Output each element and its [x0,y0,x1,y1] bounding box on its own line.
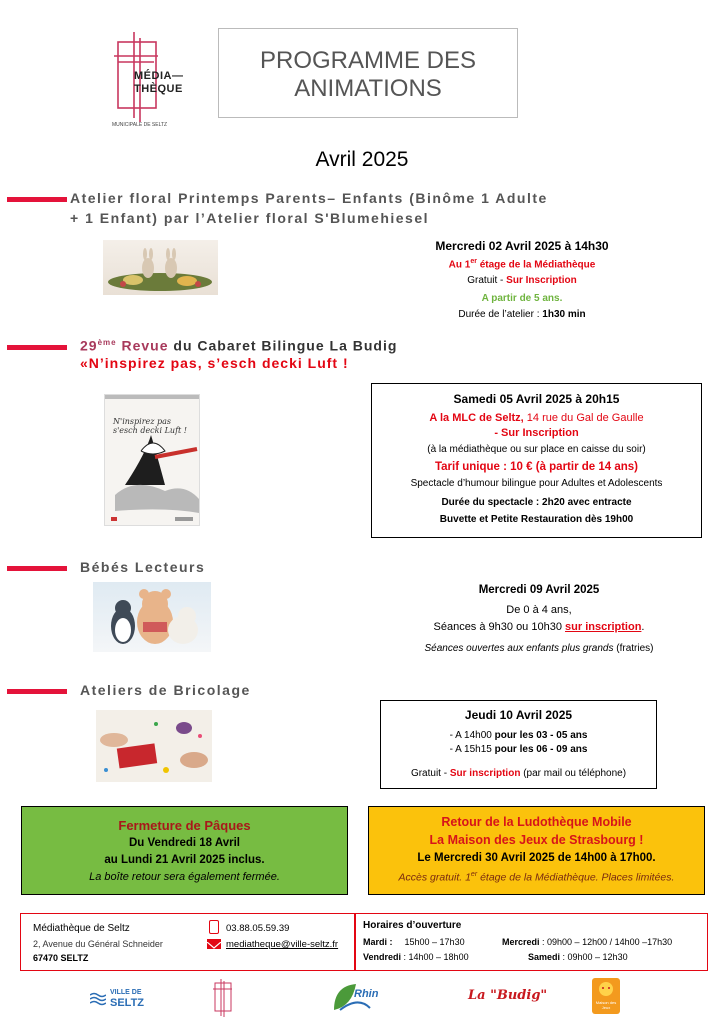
event1-inscription: Sur Inscription [506,275,577,287]
footer-name: Médiathèque de Seltz [33,923,130,934]
joker-icon [592,978,620,998]
budig-logo: La "Budig" [468,988,548,1003]
ludo-title2: La Maison des Jeux de Strasbourg ! [429,833,644,847]
event4-info-box [380,700,657,789]
section-bar [7,197,67,202]
section-bar [7,345,67,350]
poster-text: N'inspirez pas s'esch decki Luft ! [113,417,188,435]
mediatheque-small-logo [212,978,246,1018]
event4-date: Jeudi 10 Avril 2025 [464,708,573,722]
rhin-text: Rhin [354,988,379,1000]
ville-seltz-name: SELTZ [110,997,145,1009]
event1-info [404,238,640,322]
month-heading: Avril 2025 [315,148,409,171]
ludo-box [368,806,705,895]
footer-phone[interactable]: 03.88.05.59.39 [226,923,290,934]
event2-location: A la MLC de Seltz, 14 rue du Gal de Gaulle [429,412,644,424]
logo-subtitle: MUNICIPALE DE SELTZ [112,122,168,128]
waves-icon [90,992,106,1006]
event2-duration: Durée du spectacle : 2h20 avec entracte [441,497,632,508]
event3-sessions: Séances à 9h30 ou 10h30 sur inscription. [433,621,645,633]
hours-title: Horaires d’ouverture [363,920,462,931]
ludo-title1: Retour de la Ludothèque Mobile [441,815,632,829]
event3-date: Mercredi 09 Avril 2025 [478,584,600,596]
event4-slot1: - A 14h00 pour les 03 - 05 ans [449,730,588,741]
footer-street: 2, Avenue du Général Schneider [33,939,163,949]
event2-title-line2: «N’inspirez pas, s’esch decki Luft ! [80,355,349,371]
revue-poster [104,394,200,526]
event2-audience: Spectacle d’humour bilingue pour Adultes et Adolescents [410,478,663,489]
bricolage-photo [96,710,212,782]
closure-box [21,806,348,895]
footer-email[interactable]: mediatheque@ville-seltz.fr [226,939,339,950]
event3-info [394,582,684,656]
section-bar [7,689,67,694]
floral-photo [103,240,218,295]
logo-line1: MÉDIA— [134,70,184,82]
maison-jeux-text: Maison des Jeux [595,1000,617,1010]
ville-seltz-top: VILLE DE [110,989,142,996]
event4-slot2: - A 15h15 pour les 06 - 09 ans [449,744,588,755]
event1-location: Au 1er étage de la Médiathèque [448,258,596,271]
mail-icon [207,939,221,949]
event1-date: Mercredi 02 Avril 2025 à 14h30 [435,239,609,253]
hours-samedi: Samedi : 09h00 – 12h30 [528,952,628,962]
closure-line1: Du Vendredi 18 Avril [129,837,240,849]
hours-mardi: Mardi : 15h00 – 17h30 [363,937,465,947]
event4-price: Gratuit - Sur inscription (par mail ou téléphone) [410,768,627,779]
bebes-photo [93,582,211,652]
page-title-line1: PROGRAMME DES [259,47,477,74]
closure-title: Fermeture de Pâques [118,818,251,833]
ludo-date: Le Mercredi 30 Avril 2025 de 14h00 à 17h00. [417,852,656,864]
closure-line3: La boîte retour sera également fermée. [89,871,280,883]
event2-note: (à la médiathèque ou sur place en caisse du soir) [427,444,646,455]
footer-divider [354,914,356,970]
phone-icon [209,920,219,934]
event2-info-box [371,383,702,538]
event3-title: Bébés Lecteurs [80,559,206,575]
maison-jeux-logo [592,978,620,1014]
mediatheque-logo [112,30,192,130]
section-bar [7,566,67,571]
event1-duration: Durée de l’atelier : 1h30 min [458,309,586,321]
event3-ages: De 0 à 4 ans, [506,604,572,616]
event2-price: Tarif unique : 10 € (à partir de 14 ans) [434,461,638,473]
ville-seltz-logo [90,984,156,1014]
event1-price: Gratuit - Sur Inscription [467,275,577,287]
hours-vendredi: Vendredi : 14h00 – 18h00 [363,952,469,962]
event1-title-line1: Atelier floral Printemps Parents– Enfants (Binôme 1 Adulte [70,190,548,206]
event2-title-line1: 29ème Revue du Cabaret Bilingue La Budig [80,337,398,354]
event3-inscription: sur inscription [565,621,642,633]
title-box [218,28,518,118]
event4-inscription: Sur inscription [449,768,521,779]
event2-date: Samedi 05 Avril 2025 à 20h15 [453,392,620,406]
closure-line2: au Lundi 21 Avril 2025 inclus. [104,854,265,866]
event2-buvette: Buvette et Petite Restauration dès 19h00 [439,514,634,525]
event3-note: Séances ouvertes aux enfants plus grands (fratries) [424,643,654,654]
logo-cross-icon [212,978,246,1018]
hours-mercredi: Mercredi : 09h00 – 12h00 / 14h00 –17h30 [502,937,673,947]
logo-line2: THÈQUE [134,83,183,95]
rhin-logo [330,980,386,1014]
footer-contact-box [20,913,708,971]
ludo-note: Accès gratuit. 1er étage de la Médiathèque. Places limitées. [398,871,675,884]
footer-city: 67470 SELTZ [33,953,89,963]
event1-age: A partir de 5 ans. [481,293,563,305]
page-title-line2: ANIMATIONS [294,75,442,102]
event2-inscription: - Sur Inscription [494,427,579,439]
event4-title: Ateliers de Bricolage [80,682,251,698]
event1-title-line2: + 1 Enfant) par l’Atelier floral S'Blumehiesel [70,210,430,226]
